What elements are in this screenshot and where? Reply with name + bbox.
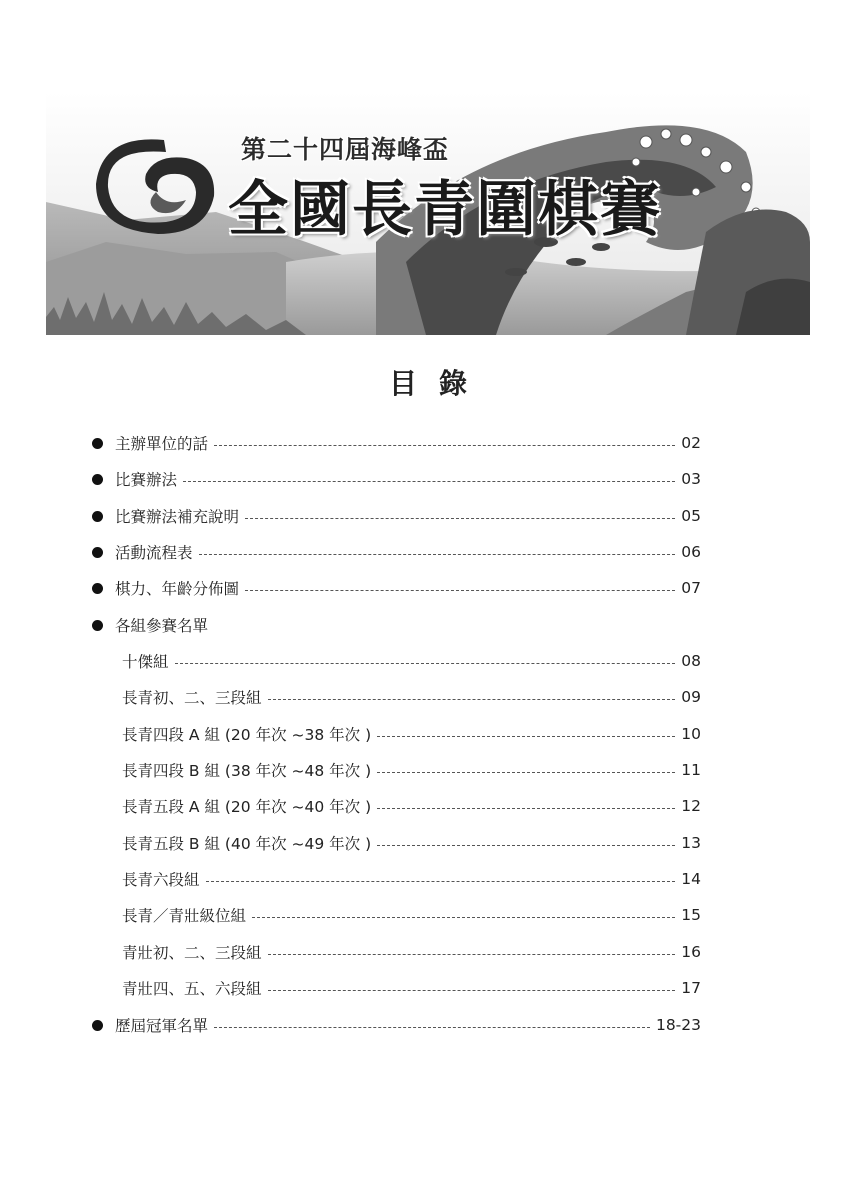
dot-leader [183,481,675,482]
bullet-icon [92,511,103,522]
toc-entry-label: 長青四段 B 組 (38 年次 ~48 年次 ) [122,762,372,780]
toc-entry-label: 比賽辦法 [115,471,178,489]
toc-entry-page: 12 [681,797,701,815]
toc-entry-page: 03 [681,470,701,488]
toc-entry-label: 各組參賽名單 [115,617,209,635]
toc-entry-adult-dan-4-6[interactable] [122,977,701,999]
banner-title: 全國長青圍棋賽 [228,175,662,245]
toc-entry-page: 07 [681,579,701,597]
toc-entry-label: 比賽辦法補充說明 [115,508,240,526]
bullet-icon [92,1020,103,1031]
toc-entry-page: 09 [681,688,701,706]
toc-entry-label: 活動流程表 [115,544,193,562]
toc-heading: 目錄 [388,367,489,400]
toc-entry-schedule[interactable] [92,541,701,563]
toc-entry-page: 13 [681,834,701,852]
dot-leader [377,845,675,846]
banner-subtitle: 第二十四屆海峰盃 [241,135,450,164]
toc-entry-senior-5dan-a[interactable] [122,795,701,817]
toc-entry-senior-4dan-a[interactable] [122,723,701,745]
bullet-icon [92,547,103,558]
toc-entry-page: 10 [681,725,701,743]
bullet-icon [92,474,103,485]
dot-leader [377,736,675,737]
toc-entry-top-ten[interactable] [122,650,701,672]
toc-entry-label: 長青／青壯級位組 [122,907,247,925]
toc-entry-page: 14 [681,870,701,888]
toc-entry-page: 08 [681,652,701,670]
toc-entry-rules-supplement[interactable] [92,505,701,527]
toc-entry-label: 青壯四、五、六段組 [122,980,262,998]
toc-entry-page: 15 [681,906,701,924]
toc-entry-past-champions[interactable] [92,1014,701,1036]
toc-entry-senior-dan-1-3[interactable] [122,686,701,708]
toc-entry-page: 05 [681,507,701,525]
dot-leader [377,772,675,773]
dot-leader [199,554,676,555]
dot-leader [268,990,676,991]
header-banner [46,92,810,335]
toc-entry-page: 16 [681,943,701,961]
toc-entry-page: 06 [681,543,701,561]
toc-entry-label: 青壯初、二、三段組 [122,944,262,962]
dot-leader [268,699,676,700]
bullet-icon [92,438,103,449]
toc-entry-distribution-chart[interactable] [92,577,701,599]
dot-leader [206,881,676,882]
dot-leader [252,917,675,918]
toc-entry-senior-6dan[interactable] [122,868,701,890]
toc-entry-label: 長青五段 B 組 (40 年次 ~49 年次 ) [122,835,372,853]
toc-entry-label: 長青五段 A 組 (20 年次 ~40 年次 ) [122,798,372,816]
toc-entry-label: 十傑組 [122,653,169,671]
toc-entry-kyu[interactable] [122,904,701,926]
dot-leader [245,590,675,591]
toc-entry-senior-5dan-b[interactable] [122,832,701,854]
dot-leader [245,518,675,519]
dot-leader [175,663,676,664]
toc-entry-label: 長青六段組 [122,871,200,889]
dot-leader [214,445,675,446]
toc-entry-page: 02 [681,434,701,452]
dot-leader [268,954,676,955]
toc-entry-adult-dan-1-3[interactable] [122,941,701,963]
toc-entry-page: 17 [681,979,701,997]
bullet-icon [92,583,103,594]
toc-entry-label: 歷屆冠軍名單 [115,1017,209,1035]
toc-entry-label: 長青初、二、三段組 [122,689,262,707]
toc-entry-label: 主辦單位的話 [115,435,209,453]
toc-entry-page: 18-23 [655,1016,701,1034]
dot-leader [214,1027,650,1028]
toc-entry-roster-heading[interactable] [92,614,208,636]
bullet-icon [92,620,103,631]
toc-entry-label: 棋力、年齡分佈圖 [115,580,240,598]
toc-entry-senior-4dan-b[interactable] [122,759,701,781]
toc-entry-organizer-message[interactable] [92,432,701,454]
toc-entry-rules[interactable] [92,468,701,490]
dot-leader [377,808,675,809]
toc-entry-label: 長青四段 A 組 (20 年次 ~38 年次 ) [122,726,372,744]
toc-entry-page: 11 [681,761,701,779]
